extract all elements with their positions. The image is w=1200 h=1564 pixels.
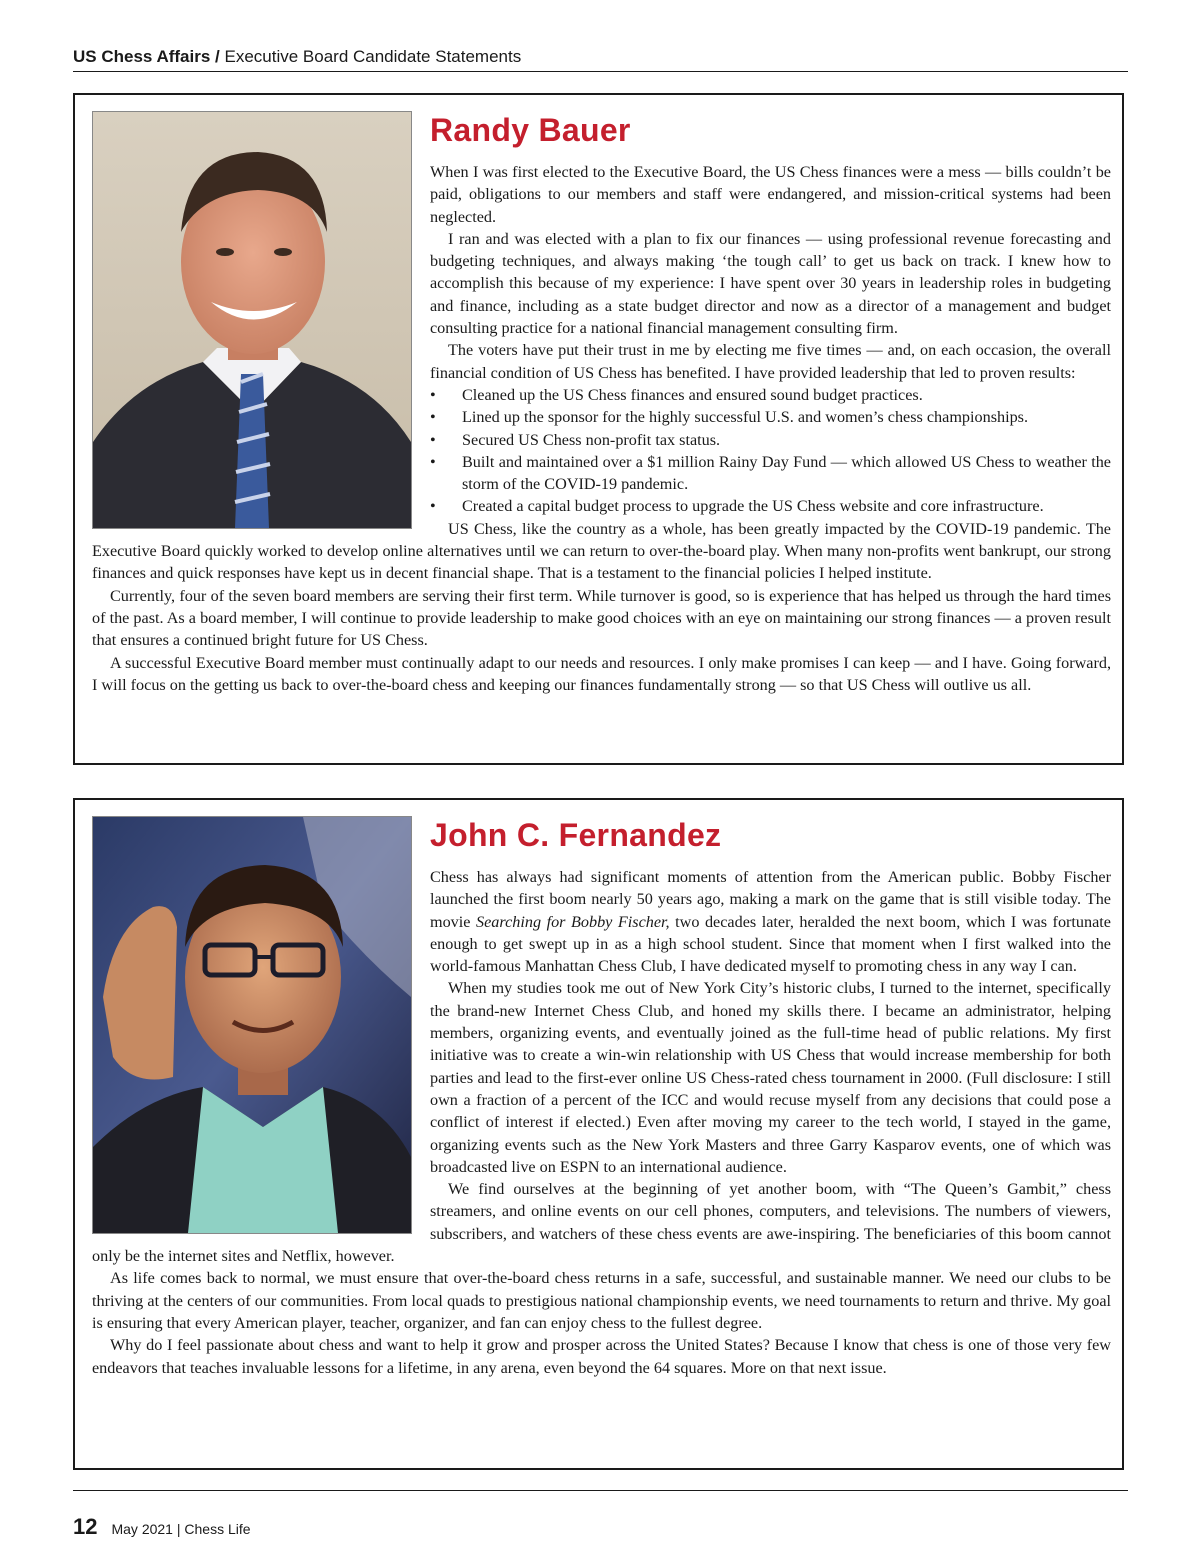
statement-paragraph: US Chess, like the country as a whole, has been greatly impacted by the COVID-19 pandemic. The Executive Board quickly worked to develop online alternatives until we can return to over-the-board play. When many non-profits went bankrupt, our strong finances and quick responses have kept us in decent financial shape. That is a testament to the financial policies I helped institute. — [92, 519, 1111, 583]
statement-paragraph: The voters have put their trust in me by electing me five times — and, on each occasion, the overall financial condition of US Chess has benefited. I have provided leadership that led to proven results: — [430, 341, 1111, 382]
statement-content — [92, 111, 1111, 696]
candidate-statement-box-fernandez — [73, 798, 1124, 1470]
paragraph-text: two decades later, heralded the next boom, which I was fortunate enough to get swept up in as a high school student. Since that moment when I first walked into the world-famous Manhattan Chess Club, I have dedicated myself to promoting chess in any way I can. — [430, 912, 1111, 976]
film-title: Searching for Bobby Fischer, — [476, 912, 670, 931]
list-item: • Created a capital budget process to upgrade the US Chess website and core infrastructure. — [430, 495, 1111, 517]
candidate-name: John C. Fernandez — [430, 817, 722, 853]
page-number: 12 — [73, 1514, 98, 1539]
issue-label: May 2021 | Chess Life — [111, 1521, 251, 1537]
section-title: Executive Board Candidate Statements — [224, 47, 522, 66]
candidate-statement-box-bauer — [73, 93, 1124, 765]
statement-paragraph: When my studies took me out of New York City’s historic clubs, I turned to the internet, specifically the brand-new Internet Chess Club, and honed my skills there. I became an administrator, helping members, organizing events, and eventually joined as the full-time head of public relations. My first initiative was to create a win-win relationship with US Chess that would increase membership for both parties and lead to the first-ever online US Chess-rated chess tournament in 2000. (Full disclosure: I still own a fraction of a percent of the ICC and would recuse myself from any decisions that could pose a conflict of interest if elected.) Even after moving my career to the tech world, I stayed in the game, organizing events such as the New York Masters and three Garry Kasparov events, one of which was broadcasted live on ESPN to an international audience. — [430, 979, 1111, 1176]
statement-paragraph: Currently, four of the seven board members are serving their first term. While turnover is good, so is experience that has helped us through the hard times of the past. As a board member, I will continue to provide leadership to make good choices with an eye on maintaining our strong finances — a proven result that ensures a continued bright future for US Chess. — [92, 586, 1111, 650]
portrait-photo-bauer — [92, 111, 412, 529]
statement-paragraph: As life comes back to normal, we must ensure that over-the-board chess returns in a safe, successful, and sustainable manner. We need our clubs to be thriving at the centers of our communities. From local quads to prestigious national championship events, we need tournaments to return and thrive. My goal is ensuring that every American player, teacher, organizer, and fan can enjoy chess to the fullest degree. — [92, 1269, 1111, 1332]
candidate-name: Randy Bauer — [430, 112, 631, 148]
list-item: • Built and maintained over a $1 million Rainy Day Fund — which allowed US Chess to weather the storm of the COVID-19 pandemic. — [430, 451, 1111, 496]
paragraph-text: Chess has always had significant moments of attention from the American public. Bobby Fischer launched the first boom nearly 50 years ago, making a mark on the game that is still visible today. The movie — [430, 868, 1111, 931]
section-label: US Chess Affairs / — [73, 47, 220, 66]
statement-paragraph: I ran and was elected with a plan to fix our finances — using professional revenue forecasting and budgeting techniques, and always making ‘the tough call’ to get us back on track. I knew how to accomplish this because of my experience: I have spent over 30 years in leadership roles in budgeting and finance, including as a state budget director and now as a director of a management and budget consulting practice for a national financial management consulting firm. — [430, 229, 1111, 338]
portrait-photo-fernandez — [92, 816, 412, 1234]
statement-paragraph: A successful Executive Board member must continually adapt to our needs and resources. I only make promises I can keep — and I have. Going forward, I will focus on the getting us back to over-the-board chess and keeping our finances fundamentally strong — so that US Chess will outlive us all. — [92, 653, 1111, 694]
statement-paragraph: We find ourselves at the beginning of yet another boom, with “The Queen’s Gambit,” chess streamers, and online events on our cell phones, computers, and televisions. The numbers of viewers, subscribers, and watchers of these chess events are awe-inspiring. The beneficiaries of this boom cannot only be the internet sites and Netflix, however. — [92, 1180, 1111, 1266]
portrait-illustration — [93, 817, 411, 1233]
list-item: • Secured US Chess non-profit tax status. — [430, 429, 1111, 451]
achievements-list — [430, 384, 1111, 518]
page-footer — [73, 1515, 251, 1541]
running-head — [73, 46, 1128, 72]
statement-paragraph: When I was first elected to the Executive Board, the US Chess finances were a mess — bills couldn’t be paid, obligations to our members and staff were endangered, and mission-critical systems had been neglected. — [430, 163, 1111, 226]
footer-rule — [73, 1490, 1128, 1491]
statement-paragraph: Why do I feel passionate about chess and want to help it grow and prosper across the United States? Because I know that chess is one of those very few endeavors that teaches invaluable lessons for a lifetime, in any arena, even beyond the 64 squares. More on that next issue. — [92, 1336, 1111, 1377]
statement-content — [92, 816, 1111, 1379]
list-item: • Cleaned up the US Chess finances and ensured sound budget practices. — [430, 384, 1111, 406]
portrait-illustration — [93, 112, 411, 528]
list-item: • Lined up the sponsor for the highly successful U.S. and women’s chess championships. — [430, 406, 1111, 428]
